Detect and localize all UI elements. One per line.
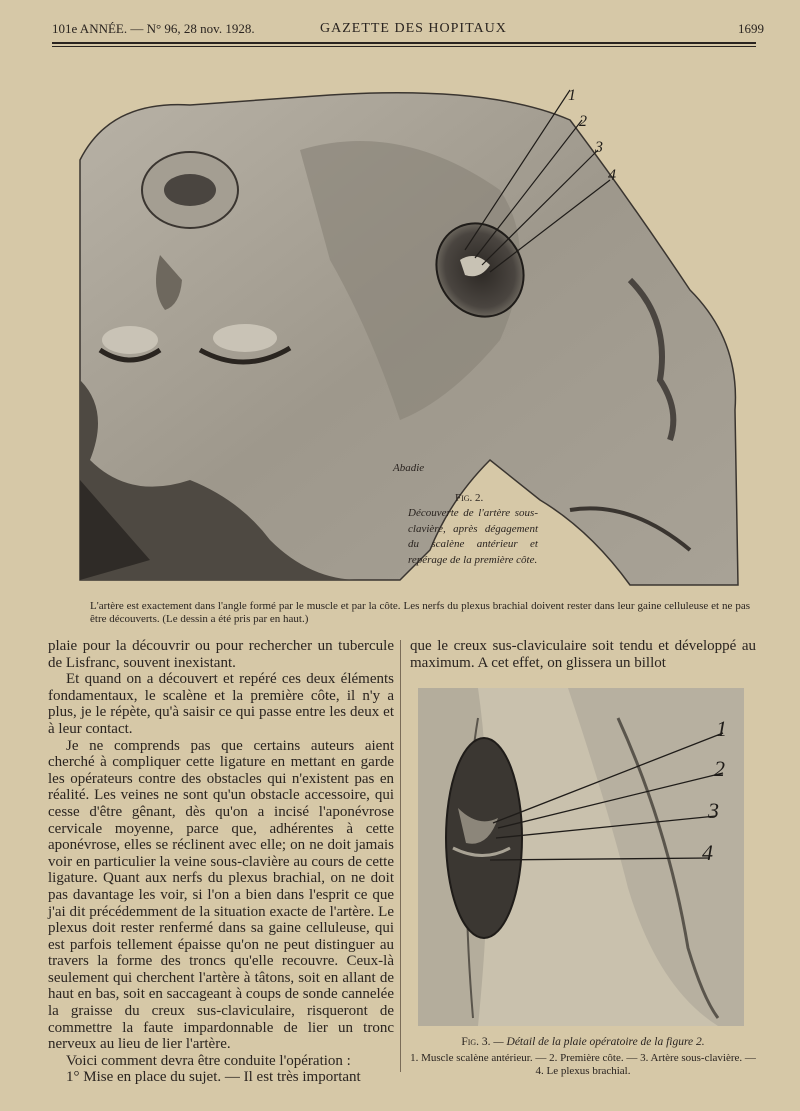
fig3-number-3: 3 [708,798,719,823]
journal-title: GAZETTE DES HOPITAUX [320,21,507,36]
figure-3-label: Fig. 3. [461,1036,491,1048]
fig2-number-4: 4 [608,167,616,184]
figure-3-title [410,1036,756,1048]
fig3-number-1: 1 [716,716,727,741]
paragraph: plaie pour la découvrir ou pour rechercher un tubercule de Lisfranc, souvent inexistant. [48,638,394,671]
fig3-number-4: 4 [702,840,713,865]
paragraph: Je ne comprends pas que certains auteurs aient cherché à compliquer cette ligature en mettant en garde les opérateurs contre des obstacles qui n'existent pas en réalité. Les veines ne sont qu'un obstacle accessoire, qui cesse d'être gênant, dès qu'on a incisé l'aponévrose cervicale moyenne, parce que, adhérentes à cette aponévrose, elles se réclinent avec elle; on ne doit jamais voir en particulier la veine sous-clavière au cours de cette ligature. Quant aux nerfs du plexus brachial, on ne doit pas davantage les voir, si l'on a bien dans l'esprit ce que j'ai dit précédemment de la situation exacte de l'artère. Le plexus doit rester renfermé dans sa gaine celluleuse, qui est parfois tellement épaisse qu'on ne peut distinguer au travers la forme des troncs qu'elle recouvre. Ceux-là seulement qui cherchent l'artère à tâtons, soit en allant de haut en bas, soit en saccageant à coups de sonde cannelée la graisse du creux sus-claviculaire, risqueront de commettre la faute impardonnable de lier un tronc nerveux au lieu de lier l'artère. [48,737,394,1053]
fig2-number-1: 1 [568,87,576,104]
page-header [52,18,764,40]
paragraph: 1° Mise en place du sujet. — Il est très important [66,1069,361,1086]
left-column [48,638,394,1086]
paragraph: Et quand on a découvert et repéré ces deux éléments fondamentaux, le scalène et la première côte, il n'y a plus, je le répète, qu'à saisir ce qui passe entre les deux et à leur contact. [48,671,394,737]
artist-signature: Abadie [393,462,425,474]
figure-2-label: Fig. 2. [455,492,484,504]
issue-info: 101e ANNÉE. — N° 96, 28 nov. 1928. [52,21,255,36]
figure-2-main-caption: L'artère est exactement dans l'angle formé par le muscle et par la côte. Les nerfs du plexus brachial doivent rester dans leur gaine celluleuse et ne pas être découverts. (Le dessin a été pris par en haut.) [90,600,750,625]
figure-3-illustration [418,688,744,1026]
column-divider [400,640,401,1072]
figure-3-title-text: — Détail de la plaie opératoire de la figure 2. [490,1036,705,1048]
page-number: 1699 [738,21,764,36]
header-rule [52,42,756,44]
figure-2-caption: Découverte de l'artère sous-clavière, après dégagement du scalène antérieur et repérage de la première côte. [408,507,538,566]
header-rule-thin [52,46,756,47]
figure-3-legend: 1. Muscle scalène antérieur. — 2. Première côte. — 3. Artère sous-clavière. — 4. Le plexus brachial. [410,1052,756,1077]
fig2-number-3: 3 [595,139,603,156]
fig3-number-2: 2 [714,756,725,781]
right-column-text: que le creux sus-claviculaire soit tendu et développé au maximum. A cet effet, on glissera un billot [410,638,756,671]
paragraph: Voici comment devra être conduite l'opération : [66,1052,351,1069]
fig2-number-2: 2 [579,113,587,130]
